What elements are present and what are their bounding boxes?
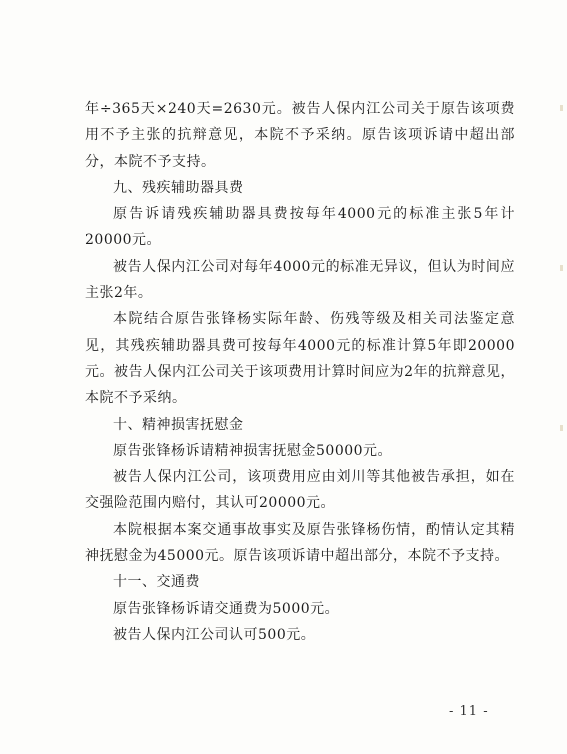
binding-mark	[560, 425, 563, 431]
paragraph-3: 被告人保内江公司对每年4000元的标准无异议，但认为时间应主张2年。	[85, 258, 515, 302]
section-heading-9: 九、残疾辅助器具费	[113, 179, 244, 196]
paragraph-9: 被告人保内江公司认可500元。	[113, 626, 316, 643]
section-heading-10: 十、精神损害抚慰金	[113, 416, 244, 433]
document-body	[85, 96, 515, 648]
paragraph-8: 原告张锋杨诉请交通费为5000元。	[113, 600, 340, 617]
paragraph-2: 原告诉请残疾辅助器具费按每年4000元的标准主张5年计20000元。	[85, 206, 515, 249]
page-number: - 11 -	[449, 704, 489, 719]
section-heading-11: 十一、交通费	[113, 574, 200, 591]
binding-mark	[560, 105, 563, 111]
paragraph-5: 原告张锋杨诉请精神损害抚慰金50000元。	[113, 442, 393, 459]
binding-mark	[560, 265, 563, 271]
paragraph-6: 被告人保内江公司，该项费用应由刘川等其他被告承担，如在交强险范围内赔付，其认可20000元。	[85, 469, 515, 512]
paragraph-7: 本院根据本案交通事故事实及原告张锋杨伤情，酌情认定其精神抚慰金为45000元。原告该项诉请中超出部分，本院不予支持。	[85, 521, 515, 565]
paragraph-4: 本院结合原告张锋杨实际年龄、伤残等级及相关司法鉴定意见，其残疾辅助器具费可按每年4000元的标准计算5年即20000元。被告人保内江公司关于该项费用计算时间应为2年的抗辩意见，本院不予采纳。	[85, 311, 515, 407]
paragraph-1: 年÷365天×240天=2630元。被告人保内江公司关于原告该项费用不予主张的抗辩意见，本院不予采纳。原告该项诉请中超出部分，本院不予支持。	[85, 101, 515, 170]
